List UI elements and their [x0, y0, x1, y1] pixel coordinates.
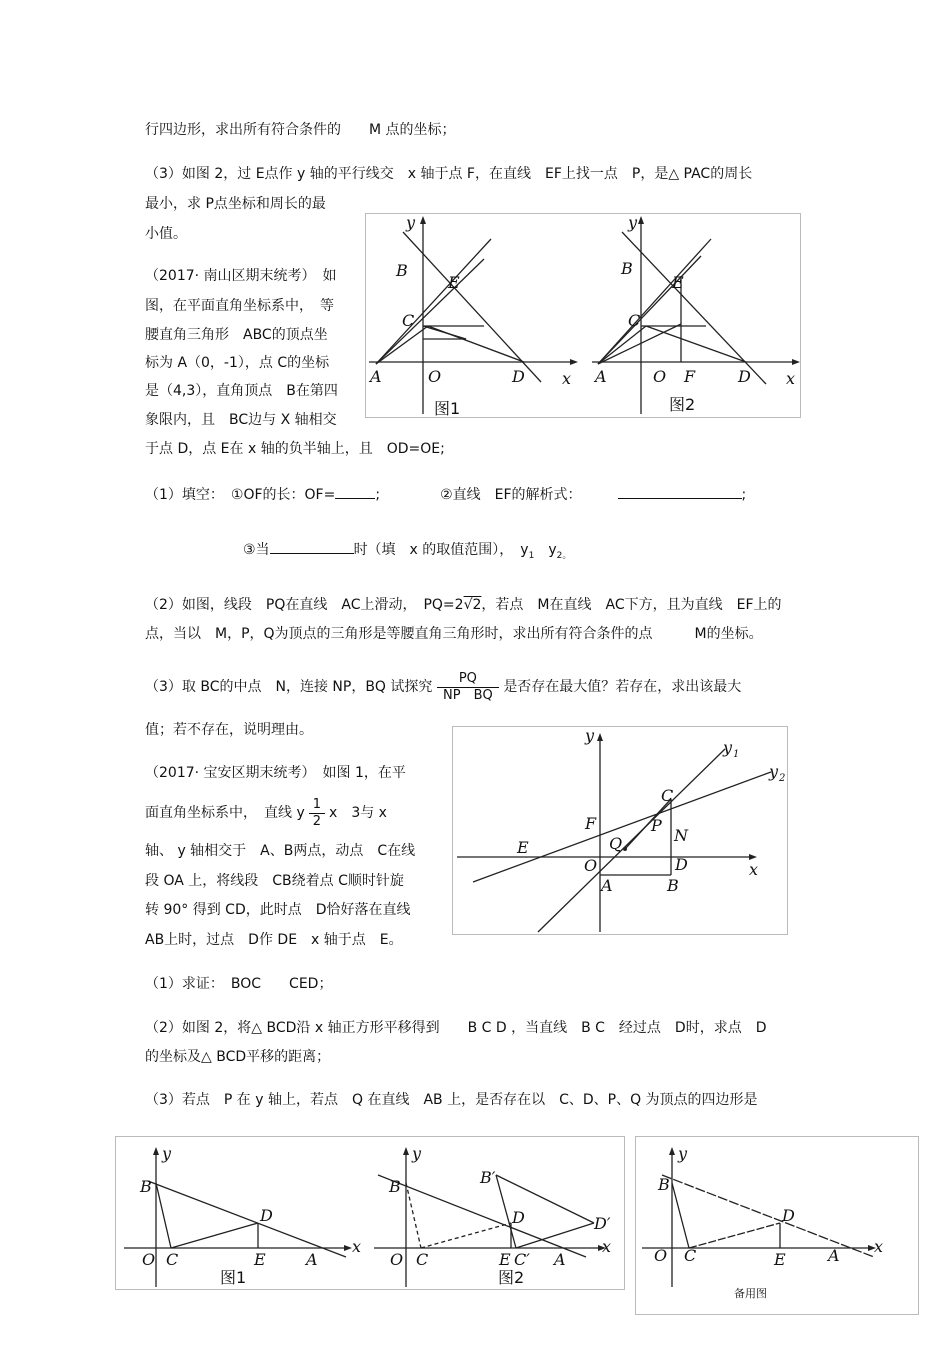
q3-text: （3）取 BC的中点 N，连接 NP，BQ 试探究 [145, 679, 433, 695]
fraction: $\frac{PQ}{\text{NP BQ}}$ [437, 671, 499, 704]
caption: 图1 [434, 399, 461, 417]
text-line: （2）如图 2，将△ BCD沿 x 轴正方形平移得到 B C D ，当直线 B C 经过点 D时，求点 D [145, 1020, 767, 1036]
arrow [792, 359, 800, 365]
label: E [672, 273, 684, 292]
label: E [499, 1250, 511, 1269]
caption: 图1 [220, 1268, 247, 1287]
label: x [602, 1237, 612, 1256]
q1-y: y [534, 542, 557, 558]
text-line: 段 OA 上，将线段 CB绕着点 C顺时针旋 [145, 873, 404, 889]
text-line: 值；若不存在，说明理由。 [145, 722, 313, 738]
question-2 [145, 595, 782, 615]
line-cd [646, 326, 746, 362]
arrow [570, 359, 578, 365]
label: E [774, 1250, 786, 1269]
label: A [601, 876, 613, 895]
q1-sep2: ; [741, 487, 747, 503]
text-line: 转 90° 得到 CD，此时点 D恰好落在直线 [145, 902, 411, 918]
label: C [661, 786, 674, 805]
line-y2 [473, 772, 771, 882]
label: F [585, 814, 597, 833]
sub-2: 2。 [556, 550, 572, 561]
segment-bc-dashed [406, 1183, 421, 1248]
label: B [389, 1177, 401, 1196]
label: O [428, 367, 442, 386]
text-line: 于点 D，点 E在 x 轴的负半轴上，且 OD=OE; [145, 441, 445, 457]
figure-spare-svg [636, 1137, 918, 1314]
text-line: （3）若点 P 在 y 轴上，若点 Q 在直线 AB 上，是否存在以 C、D、P、Q 为顶点的四边形是 [145, 1092, 758, 1108]
label: P [651, 816, 662, 835]
label: B [621, 259, 633, 278]
label: y [412, 1144, 422, 1163]
line-ab [598, 239, 711, 364]
label: D [675, 855, 688, 874]
label: O [390, 1250, 404, 1269]
label: C [402, 311, 415, 330]
label: C [684, 1246, 697, 1265]
text-line: 行四边形，求出所有符合条件的 M 点的坐标； [145, 122, 456, 138]
arrow [344, 1245, 352, 1251]
label: B [667, 876, 679, 895]
label: F [684, 367, 696, 386]
label: O [654, 1246, 668, 1265]
text-line: 图，在平面直角坐标系中， 等 [145, 298, 334, 314]
label: 1 [733, 749, 740, 760]
arrow [638, 216, 644, 224]
arrow [420, 216, 426, 224]
label: y [723, 738, 733, 757]
p2-text: 面直角坐标系中， 直线 y [145, 805, 305, 821]
line-ac [376, 326, 428, 364]
text-line: （1）求证： BOC CED； [145, 976, 333, 992]
arrow [669, 1147, 675, 1155]
label: D [260, 1206, 273, 1225]
fraction-half: $\frac{1}{2}$ [309, 797, 325, 830]
q1-line-label: ②直线 EF的解析式： [440, 487, 582, 503]
label: x [352, 1237, 362, 1256]
q2-rest: ，若点 M在直线 AC下方，且为直线 EF上的 [481, 597, 782, 613]
segment [423, 326, 466, 339]
label: B′ [480, 1168, 496, 1187]
label: y [678, 1144, 688, 1163]
arrow [153, 1147, 159, 1155]
text-line: 最小，求 P点坐标和周长的最 [145, 196, 326, 212]
q1-when: ③当 [243, 542, 270, 558]
question-1-part3 [243, 539, 571, 566]
segment-bc [672, 1183, 689, 1248]
label: A [370, 367, 382, 386]
label: x [874, 1237, 884, 1256]
label: D′ [594, 1214, 611, 1233]
label: B [658, 1175, 670, 1194]
q2-text: （2）如图，线段 PQ在直线 AC上滑动， PQ=2 [145, 597, 464, 613]
label: C [416, 1250, 429, 1269]
label: D [738, 367, 751, 386]
point-q [623, 847, 627, 851]
label: x [786, 369, 796, 388]
label: A [554, 1250, 566, 1269]
label: C [628, 311, 641, 330]
q1-sep: ; [375, 487, 381, 503]
question-3 [145, 668, 741, 706]
text-line: 象限内，且 BC边与 X 轴相交 [145, 412, 337, 428]
line-y1 [538, 749, 725, 932]
figure-top [365, 213, 801, 418]
figure-middle [452, 726, 788, 935]
figure-spare [635, 1136, 919, 1315]
label: A [306, 1250, 318, 1269]
answer-blank [270, 539, 354, 554]
label: B [396, 261, 408, 280]
segment-cd [689, 1223, 780, 1248]
sqrt-2: √2 [463, 597, 482, 613]
sub-1: 1 [528, 550, 535, 561]
label: O [584, 856, 598, 875]
label: Q [609, 834, 623, 853]
answer-blank [618, 484, 742, 499]
label: B [140, 1177, 152, 1196]
arrow [403, 1147, 409, 1155]
q3-rest: 是否存在最大值？若存在，求出该最大 [503, 679, 742, 695]
figure-top-svg [366, 214, 800, 417]
line-ae [376, 259, 484, 364]
segment [598, 324, 681, 364]
line-bd [403, 232, 541, 382]
figure-bottom-svg [116, 1137, 624, 1289]
label: 2 [779, 773, 786, 784]
figure-middle-svg [453, 727, 787, 934]
label: y [769, 762, 779, 781]
label: y [406, 214, 416, 232]
label: y [162, 1144, 172, 1163]
answer-blank [335, 484, 375, 499]
text-line: 轴、 y 轴相交于 A、B两点，动点 C在线 [145, 843, 416, 859]
label: C′ [514, 1250, 530, 1269]
label: D [782, 1206, 795, 1225]
text-line: 是（4,3），直角顶点 B在第四 [145, 383, 338, 399]
text-line: AB上时，过点 D作 DE x 轴于点 E。 [145, 932, 403, 948]
label: O [142, 1250, 156, 1269]
label: A [595, 367, 607, 386]
label: D [512, 1208, 525, 1227]
line-ab [662, 1175, 874, 1257]
text-line: （3）如图 2，过 E点作 y 轴的平行线交 x 轴于点 F，在直线 EF上找一点 P，是△ PAC的周长 [145, 166, 753, 182]
p2-rest: x 3与 x [329, 805, 387, 821]
line-ab [378, 1175, 586, 1257]
text-line: 点，当以 M，P，Q为顶点的三角形是等腰直角三角形时，求出所有符合条件的点 M的坐标。 [145, 626, 763, 642]
label: y [628, 214, 638, 232]
label: E [517, 838, 529, 857]
figure-bottom [115, 1136, 625, 1290]
label: E [448, 273, 460, 292]
segment-bpdp [496, 1175, 594, 1223]
label: E [254, 1250, 266, 1269]
label: x [749, 860, 759, 879]
text-line: 腰直角三角形 ABC的顶点坐 [145, 327, 328, 343]
text-line: （2017· 宝安区期末统考） 如图 1，在平 [145, 765, 406, 781]
segment-cd [171, 1223, 258, 1248]
text-line: 的坐标及△ BCD平移的距离； [145, 1049, 331, 1065]
caption: 图2 [669, 395, 696, 414]
text-line [145, 795, 387, 831]
line-ae [598, 256, 701, 364]
line-ab [376, 239, 491, 364]
label: D [512, 367, 525, 386]
text-line: 小值。 [145, 226, 187, 242]
segment-cd-dashed [421, 1223, 511, 1248]
label: x [562, 369, 572, 388]
label: A [828, 1246, 840, 1265]
arrow [597, 733, 603, 741]
caption: 图2 [498, 1268, 525, 1287]
segment-bc [156, 1183, 171, 1248]
text-line: 标为 A（0，-1），点 C的坐标 [145, 355, 330, 371]
label: C [166, 1250, 179, 1269]
label: y [585, 727, 595, 745]
text-line: （2017· 南山区期末统考） 如 [145, 268, 337, 284]
q1-label: （1）填空： ①OF的长：OF= [145, 487, 336, 503]
caption: 备用图 [734, 1287, 767, 1300]
question-1 [145, 484, 746, 505]
label: O [653, 367, 667, 386]
label: N [674, 826, 688, 845]
q1-range: 时（填 x 的取值范围）， y [353, 542, 529, 558]
